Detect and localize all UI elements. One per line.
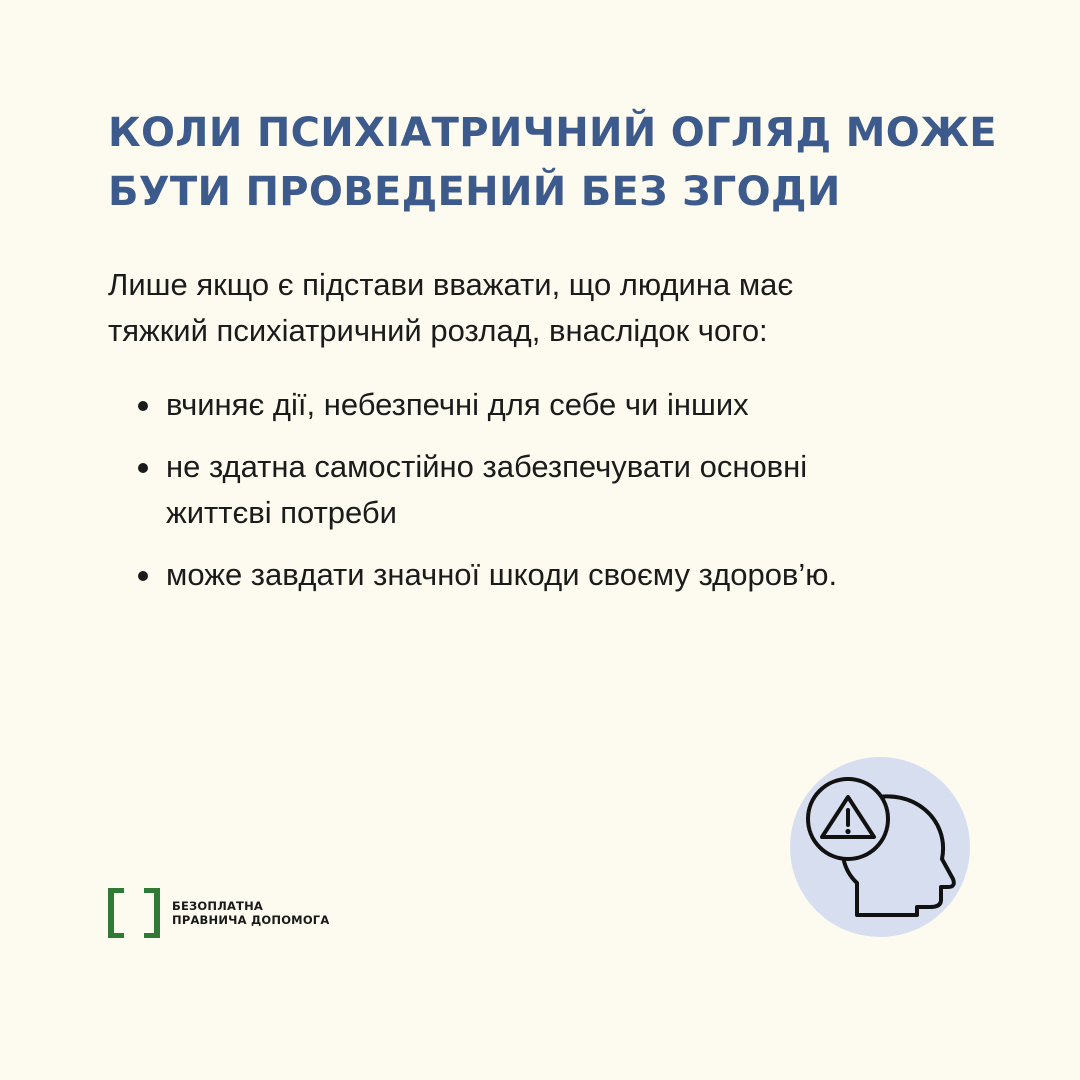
list-item-text: може завдати значної шкоди своєму здоров’ю. — [166, 557, 838, 592]
bullet-dot-icon — [138, 401, 148, 411]
bullet-dot-icon — [138, 463, 148, 473]
intro-line-2: тяжкий психіатричний розлад, внаслідок чого: — [108, 313, 768, 348]
logo-text — [172, 899, 329, 927]
conditions-list — [108, 382, 968, 614]
logo-text-line-2: ПРАВНИЧА ДОПОМОГА — [172, 913, 330, 927]
bullet-dot-icon — [138, 571, 148, 581]
intro-line-1: Лише якщо є підстави вважати, що людина має — [108, 267, 794, 302]
head-warning-icon — [790, 757, 970, 937]
page-title-line-1: КОЛИ ПСИХІАТРИЧНИЙ ОГЛЯД МОЖЕ — [108, 110, 997, 156]
page-title-line-2: БУТИ ПРОВЕДЕНИЙ БЕЗ ЗГОДИ — [108, 169, 841, 215]
list-item-text: не здатна самостійно забезпечувати основні — [166, 449, 808, 484]
list-item — [108, 552, 968, 598]
list-item-text: вчиняє дії, небезпечні для себе чи інших — [166, 387, 749, 422]
organization-logo — [108, 888, 329, 938]
intro-paragraph — [108, 262, 988, 354]
page-title — [108, 104, 997, 222]
list-item — [108, 444, 968, 536]
logo-text-line-1: БЕЗОПЛАТНА — [172, 899, 264, 913]
list-item-text: життєві потреби — [166, 495, 397, 530]
head-warning-emblem — [790, 757, 970, 937]
list-item — [108, 382, 968, 428]
bracket-logo-icon — [108, 888, 160, 938]
